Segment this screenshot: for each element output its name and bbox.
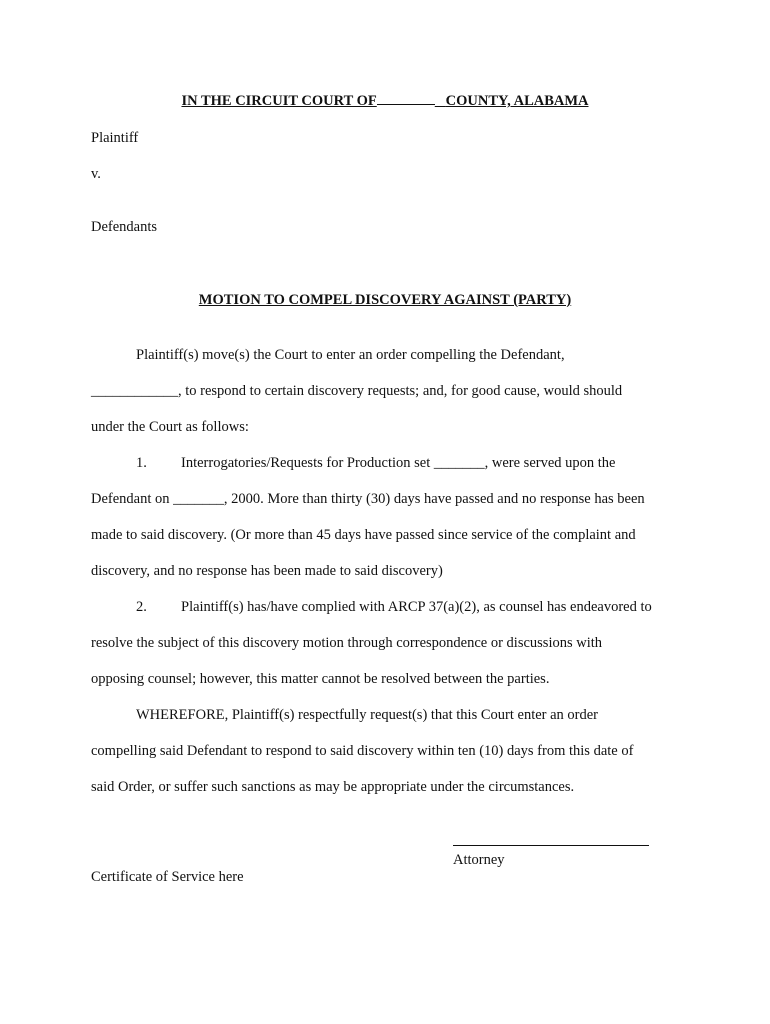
- intro-line-3: under the Court as follows:: [91, 419, 249, 435]
- plaintiff-label: Plaintiff: [91, 130, 139, 146]
- wherefore-line-2: compelling said Defendant to respond to said discovery within ten (10) days from this date of: [91, 743, 634, 759]
- intro-line-2: ____________, to respond to certain discovery requests; and, for good cause, would should: [91, 383, 623, 399]
- item-2-line-3: opposing counsel; however, this matter cannot be resolved between the parties.: [91, 671, 550, 687]
- wherefore-line-1: WHEREFORE, Plaintiff(s) respectfully request(s) that this Court enter an order: [136, 707, 599, 723]
- motion-title: MOTION TO COMPEL DISCOVERY AGAINST (PARTY): [198, 292, 572, 308]
- item-2-line-2: resolve the subject of this discovery motion through correspondence or discussions with: [91, 635, 603, 651]
- wherefore-line-3: said Order, or suffer such sanctions as may be appropriate under the circumstances.: [91, 779, 575, 795]
- county-blank: [377, 92, 435, 105]
- attorney-label: Attorney: [453, 852, 505, 868]
- signature-line: [453, 845, 649, 846]
- item-2-number: 2.: [136, 599, 147, 615]
- item-1-line-4: discovery, and no response has been made to said discovery): [91, 563, 443, 579]
- item-2-line-1: Plaintiff(s) has/have complied with ARCP 37(a)(2), as counsel has endeavored to: [181, 599, 652, 615]
- court-caption-left: IN THE CIRCUIT COURT OF: [181, 93, 377, 109]
- defendants-label: Defendants: [91, 219, 158, 235]
- certificate-of-service: Certificate of Service here: [91, 869, 244, 885]
- intro-line-1: Plaintiff(s) move(s) the Court to enter an order compelling the Defendant,: [136, 347, 565, 363]
- versus-label: v.: [91, 166, 101, 182]
- item-1-line-3: made to said discovery. (Or more than 45 days have passed since service of the complaint and: [91, 527, 636, 543]
- item-1-line-1: Interrogatories/Requests for Production set _______, were served upon the: [181, 455, 616, 471]
- item-1-number: 1.: [136, 455, 147, 471]
- court-caption: [0, 92, 770, 110]
- court-caption-right: COUNTY, ALABAMA: [445, 93, 589, 109]
- item-1-line-2: Defendant on _______, 2000. More than thirty (30) days have passed and no response has been: [91, 491, 645, 507]
